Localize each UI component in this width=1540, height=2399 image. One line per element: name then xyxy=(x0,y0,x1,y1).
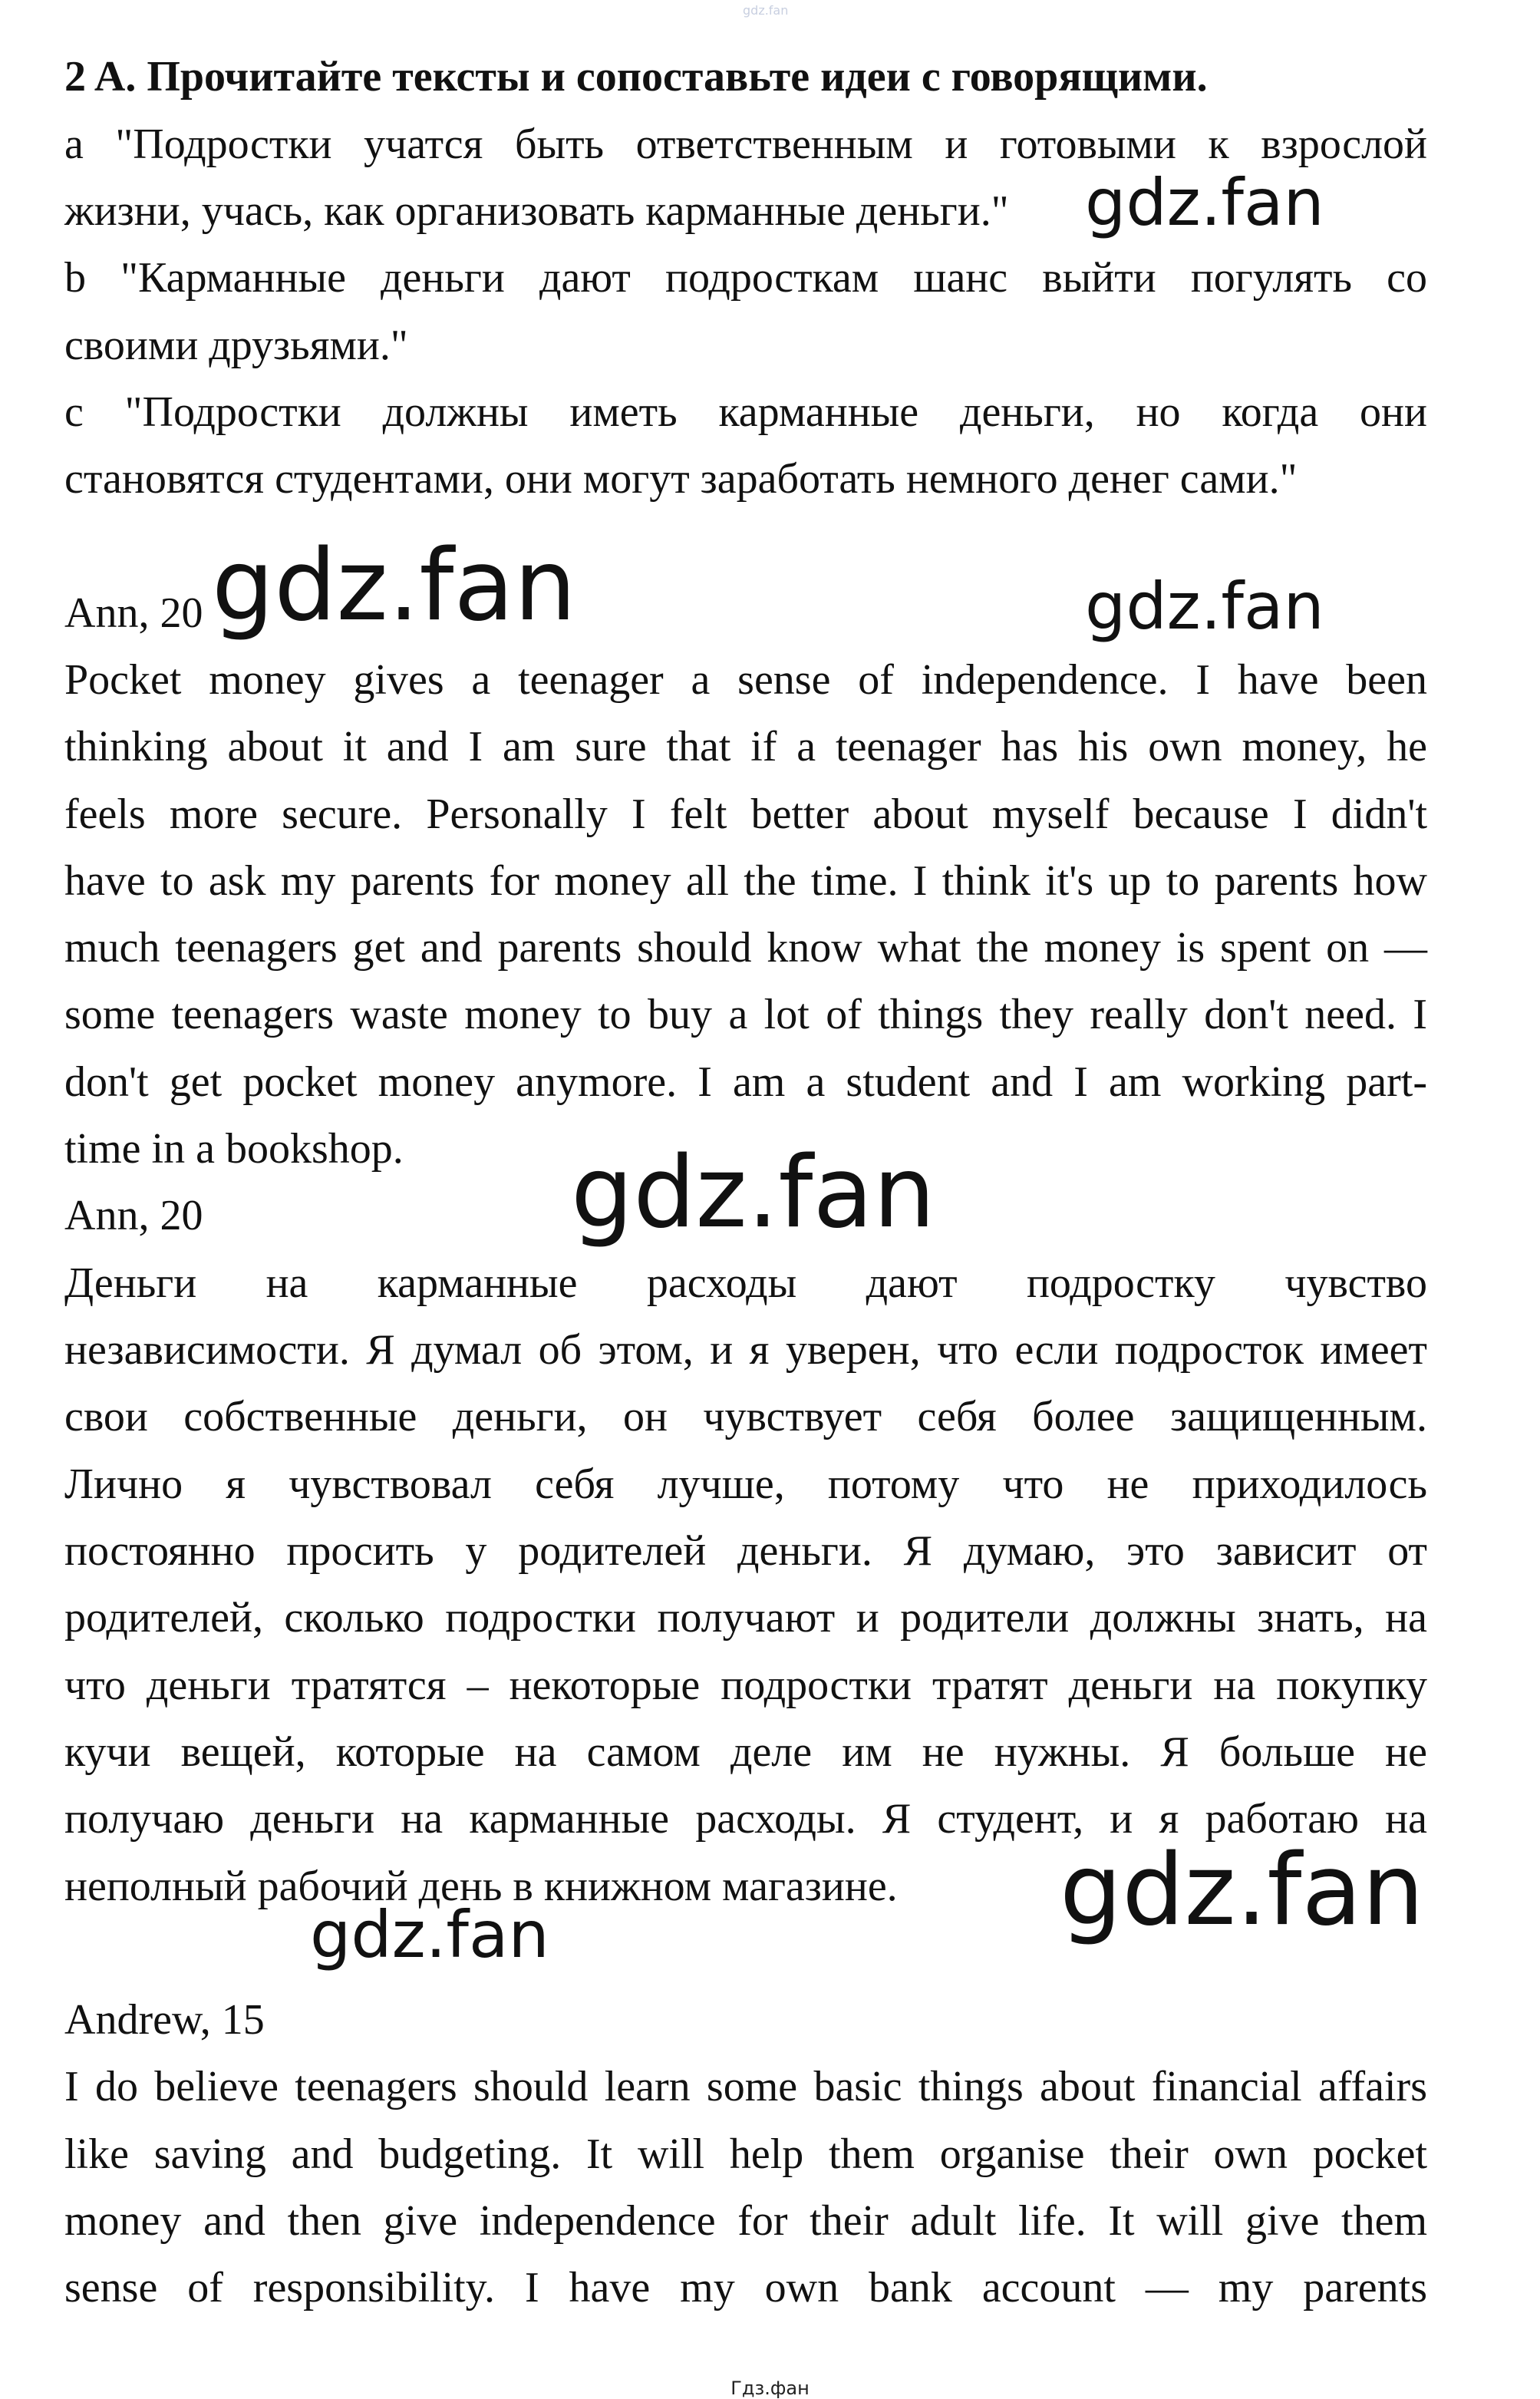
ann-russian-line: независимости. Я думал об этом, и я уверен, что если подросток имеет xyxy=(64,1326,1427,1374)
speaker-label: Andrew, 15 xyxy=(64,1996,265,2044)
ann-russian-line: Лично я чувствовал себя лучше, потому что не приходилось xyxy=(64,1460,1427,1508)
ann-russian-line: постоянно просить у родителей деньги. Я думаю, это зависит от xyxy=(64,1527,1427,1575)
statement-c-line-2: становятся студентами, они могут заработать немного денег сами." xyxy=(64,455,1298,503)
statement-b-line-2: своими друзьями." xyxy=(64,322,408,369)
speaker-label: Ann, 20 xyxy=(64,589,203,637)
andrew-english-line: I do believe teenagers should learn some basic things about financial affairs xyxy=(64,2063,1427,2110)
speaker-label: Ann, 20 xyxy=(64,1192,203,1239)
statement-b-line-1: b "Карманные деньги дают подросткам шанс выйти погулять со xyxy=(64,254,1427,302)
ann-english-line: don't get pocket money anymore. I am a student and I am working part- xyxy=(64,1058,1427,1106)
ann-english-line: have to ask my parents for money all the time. I think it's up to parents how xyxy=(64,857,1427,905)
watermark: gdz.fan xyxy=(212,529,576,643)
ann-russian-line: неполный рабочий день в книжном магазине. xyxy=(64,1863,898,1910)
ann-english-line: much teenagers get and parents should know what the money is spent on — xyxy=(64,924,1427,972)
watermark: gdz.fan xyxy=(1060,1833,1424,1948)
watermark: gdz.fan xyxy=(310,1897,549,1972)
watermark: gdz.fan xyxy=(571,1136,935,1250)
header-watermark: gdz.fan xyxy=(743,3,789,18)
andrew-english-line: sense of responsibility. I have my own bank account — my parents xyxy=(64,2264,1427,2312)
statement-a-line-1: a "Подростки учатся быть ответственным и готовыми к взрослой xyxy=(64,120,1427,168)
watermark: gdz.fan xyxy=(1085,569,1324,644)
ann-russian-line: свои собственные деньги, он чувствует себя более защищенным. xyxy=(64,1393,1427,1440)
ann-english-line: some teenagers waste money to buy a lot of things they really don't need. I xyxy=(64,991,1427,1038)
statement-a-line-2: жизни, учась, как организовать карманные деньги." xyxy=(64,187,1009,235)
task-title: 2 A. Прочитайте тексты и сопоставьте идеи с говорящими. xyxy=(64,53,1208,101)
statement-c-line-1: c "Подростки должны иметь карманные деньги, но когда они xyxy=(64,388,1427,436)
ann-english-line: feels more secure. Personally I felt better about myself because I didn't xyxy=(64,790,1427,838)
watermark: gdz.fan xyxy=(1085,165,1324,240)
ann-english-line: Pocket money gives a teenager a sense of independence. I have been xyxy=(64,656,1427,704)
ann-russian-line: что деньги тратятся – некоторые подростки тратят деньги на покупку xyxy=(64,1661,1427,1709)
ann-english-line: thinking about it and I am sure that if a teenager has his own money, he xyxy=(64,723,1427,771)
ann-russian-line: Деньги на карманные расходы дают подростку чувство xyxy=(64,1259,1427,1307)
ann-russian-line: получаю деньги на карманные расходы. Я студент, и я работаю на xyxy=(64,1795,1427,1843)
ann-russian-line: кучи вещей, которые на самом деле им не нужны. Я больше не xyxy=(64,1728,1427,1776)
andrew-english-line: money and then give independence for their adult life. It will give them xyxy=(64,2197,1427,2245)
andrew-english-line: like saving and budgeting. It will help them organise their own pocket xyxy=(64,2130,1427,2178)
ann-english-line: time in a bookshop. xyxy=(64,1125,404,1173)
ann-russian-line: родителей, сколько подростки получают и родители должны знать, на xyxy=(64,1594,1427,1642)
page-footer: Гдз.фан xyxy=(730,2378,810,2399)
